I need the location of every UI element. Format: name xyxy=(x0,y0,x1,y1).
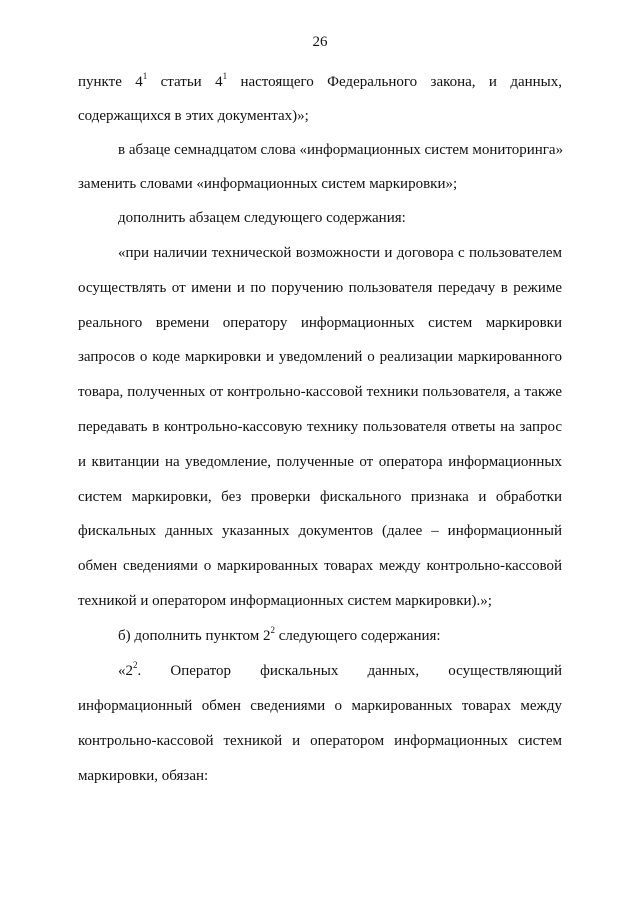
superscript: 1 xyxy=(222,71,228,81)
text-fragment: «2 xyxy=(118,663,133,679)
text-line: систем маркировки, без проверки фискального признака и обработки xyxy=(78,489,562,505)
text-line: фискальных данных указанных документов (далее – информационный xyxy=(78,523,562,539)
text-line: техникой и оператором информационных систем маркировки).»; xyxy=(78,593,492,609)
text-line: контрольно-кассовой техникой и оператором информационных систем xyxy=(78,733,562,749)
text-line: реального времени оператору информационных систем маркировки xyxy=(78,315,562,331)
text-fragment: б) дополнить пунктом 2 xyxy=(118,628,271,644)
text-fragment: пункте 4 xyxy=(78,74,143,90)
text-line: осуществлять от имени и по поручению пользователя передачу в режиме xyxy=(78,280,562,296)
text-line: и квитанции на уведомление, полученные от оператора информационных xyxy=(78,454,562,470)
superscript: 2 xyxy=(270,625,275,635)
text-line: запросов о коде маркировки и уведомлений о реализации маркированного xyxy=(78,349,562,365)
text-line: маркировки, обязан: xyxy=(78,768,209,784)
text-line: в абзаце семнадцатом слова «информационных систем мониторинга» xyxy=(118,142,564,158)
text-line xyxy=(118,626,562,646)
text-line: передавать в контрольно-кассовую технику пользователя ответы на запрос xyxy=(78,419,562,435)
superscript: 1 xyxy=(142,71,148,81)
text-line: «при наличии технической возможности и договора с пользователем xyxy=(118,245,562,261)
superscript: 2 xyxy=(133,660,138,670)
text-fragment: следующего содержания: xyxy=(274,628,441,644)
text-line: содержащихся в этих документах)»; xyxy=(78,108,309,124)
text-line xyxy=(78,72,562,92)
text-line: обмен сведениями о маркированных товарах между контрольно-кассовой xyxy=(78,558,562,574)
text-fragment: . Оператор фискальных данных, осуществляющий xyxy=(137,663,562,679)
text-line xyxy=(118,661,562,681)
page-number: 26 xyxy=(312,34,328,50)
text-line: товара, полученных от контрольно-кассовой техники пользователя, а также xyxy=(78,384,562,400)
text-fragment: настоящего Федерального закона, и данных, xyxy=(227,74,562,90)
text-fragment: статьи 4 xyxy=(147,74,223,90)
text-line: заменить словами «информационных систем маркировки»; xyxy=(78,176,458,192)
text-line: информационный обмен сведениями о маркированных товарах между xyxy=(78,698,562,714)
text-line: дополнить абзацем следующего содержания: xyxy=(118,210,406,226)
